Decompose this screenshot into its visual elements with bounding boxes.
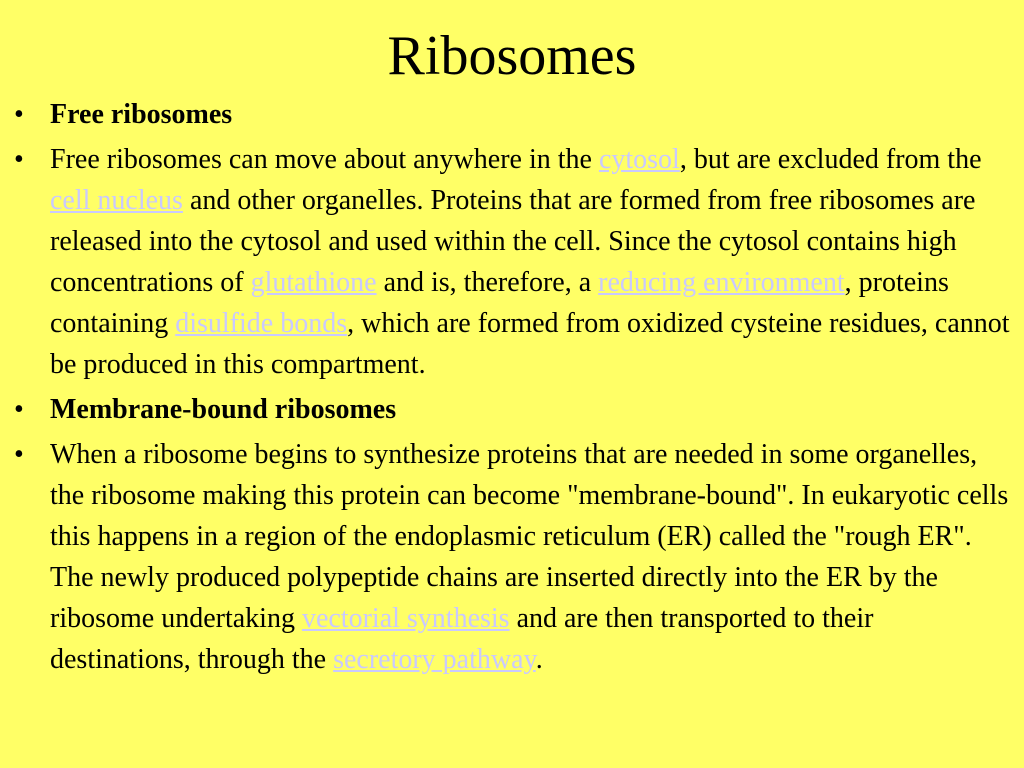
slide-title: Ribosomes <box>387 25 637 87</box>
free-text-1: Free ribosomes can move about anywhere in the <box>50 144 599 175</box>
link-cell-nucleus[interactable]: cell nucleus <box>50 185 183 216</box>
bullet-free-heading <box>0 94 1024 135</box>
free-text-3: and other organelles. Proteins that are formed from free ribosomes are released into the cytosol and used within the cell. Since the cytosol contains high concentrations of <box>50 185 976 298</box>
bullet-dot: • <box>14 439 24 470</box>
bullet-dot: • <box>14 99 24 130</box>
free-ribosomes-heading: Free ribosomes <box>50 99 233 130</box>
link-reducing-environment[interactable]: reducing environment <box>598 267 845 298</box>
free-text-4: and is, therefore, a <box>376 267 599 298</box>
link-secretory-pathway[interactable]: secretory pathway <box>333 644 536 675</box>
membrane-text-2: and are then transported to their destinations, through the <box>50 603 874 675</box>
bullet-dot: • <box>14 394 24 425</box>
bullet-membrane-heading <box>0 389 1024 430</box>
free-text-6: , which are formed from oxidized cysteine residues, cannot be produced in this compartment. <box>50 308 1010 380</box>
bullet-list <box>0 94 1024 680</box>
membrane-text-3: . <box>535 644 543 675</box>
free-text-2: , but are excluded from the <box>679 144 982 175</box>
free-text-5: , proteins containing <box>50 267 949 339</box>
link-vectorial-synthesis[interactable]: vectorial synthesis <box>301 603 510 634</box>
bullet-dot: • <box>14 144 24 175</box>
link-disulfide-bonds[interactable]: disulfide bonds <box>175 308 348 339</box>
membrane-text-1: When a ribosome begins to synthesize proteins that are needed in some organelles, the ribosome making this protein can become "membrane-bound". In eukaryotic cells this happens in a region of the endoplasmic reticulum (ER) called the "rough ER". The newly produced polypeptide chains are inserted directly into the ER by the ribosome undertaking <box>50 439 1009 634</box>
link-glutathione[interactable]: glutathione <box>250 267 377 298</box>
bullet-membrane-paragraph <box>0 434 1024 680</box>
membrane-bound-heading: Membrane-bound ribosomes <box>50 394 397 425</box>
bullet-free-paragraph <box>0 139 1024 385</box>
link-cytosol[interactable]: cytosol <box>598 144 680 175</box>
